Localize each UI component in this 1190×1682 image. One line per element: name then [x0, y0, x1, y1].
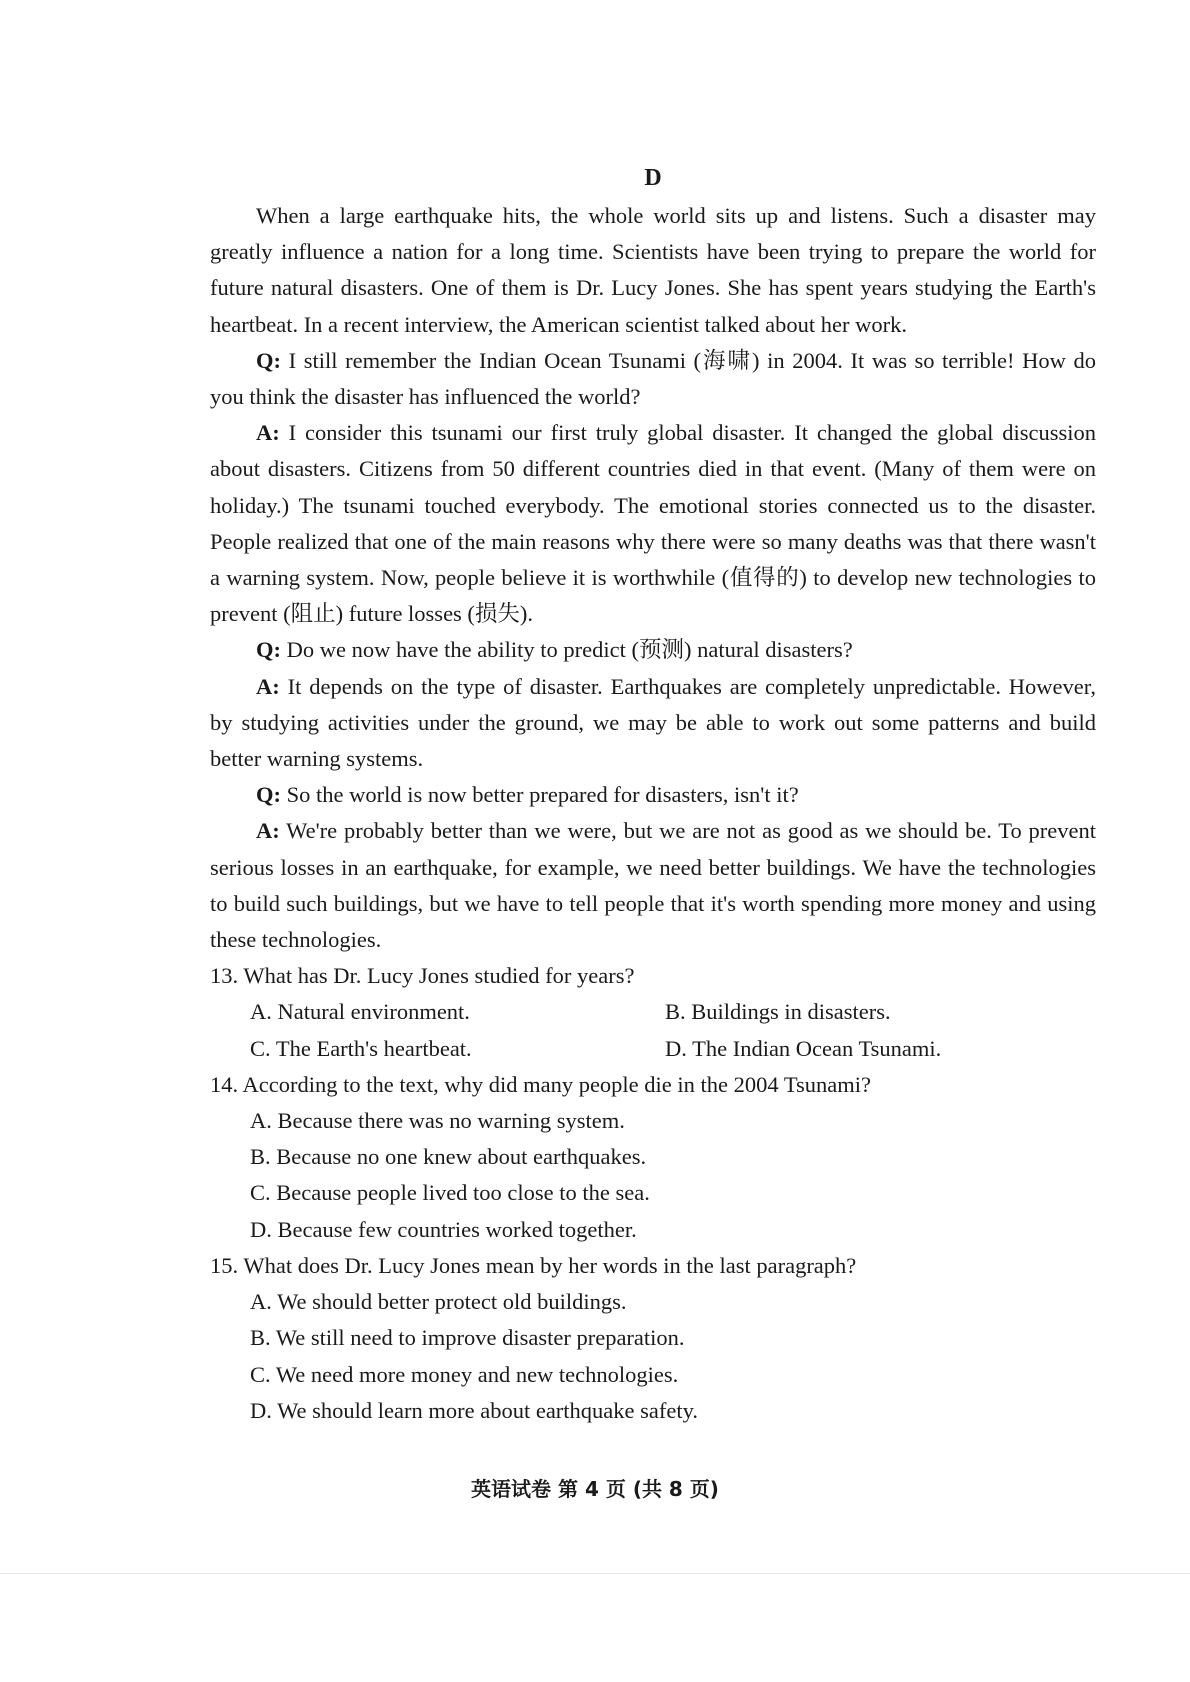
speaker-label: Q: — [256, 782, 281, 808]
option-b: B. We still need to improve disaster preparation. — [250, 1325, 685, 1351]
dialogue-paragraph — [210, 777, 1096, 813]
question-14 — [210, 1067, 1096, 1248]
page-divider — [0, 1573, 1190, 1574]
dialogue-paragraph — [210, 343, 1096, 415]
speaker-label: Q: — [256, 347, 281, 373]
section-title: D — [644, 165, 662, 191]
speaker-label: A: — [256, 818, 280, 844]
option-c: C. We need more money and new technologies. — [250, 1361, 679, 1387]
question-stem: 15. What does Dr. Lucy Jones mean by her words in the last paragraph? — [210, 1252, 857, 1278]
dialogue-paragraph — [210, 632, 1096, 668]
option-grid — [210, 994, 1096, 1066]
dialogue-text: So the world is now better prepared for disasters, isn't it? — [281, 782, 799, 808]
option-c: C. Because people lived too close to the sea. — [250, 1180, 650, 1206]
dialogue-text: I still remember the Indian Ocean Tsunami (海啸) in 2004. It was so terrible! How do you think the disaster has influenced the world? — [210, 347, 1096, 410]
speaker-label: A: — [256, 420, 280, 446]
option-b: B. Buildings in disasters. — [665, 999, 891, 1025]
option-d: D. Because few countries worked together. — [250, 1216, 637, 1242]
option-a: A. Natural environment. — [250, 999, 470, 1025]
dialogue-paragraph — [210, 415, 1096, 632]
option-d: D. The Indian Ocean Tsunami. — [665, 1035, 942, 1061]
option-c: C. The Earth's heartbeat. — [250, 1035, 472, 1061]
dialogue-text: Do we now have the ability to predict (预测) natural disasters? — [281, 637, 853, 663]
page-footer: 英语试卷 第 4 页 (共 8 页) — [471, 1477, 719, 1501]
question-13 — [210, 958, 1096, 1067]
option-d: D. We should learn more about earthquake safety. — [250, 1397, 699, 1423]
option-b: B. Because no one knew about earthquakes. — [250, 1144, 647, 1170]
intro-paragraph: When a large earthquake hits, the whole world sits up and listens. Such a disaster may greatly influence a nation for a long time. Scientists have been trying to prepare the world for future natural disasters. One of them is Dr. Lucy Jones. She has spent years studying the Earth's heartbeat. In a recent interview, the American scientist talked about her work. — [210, 203, 1096, 337]
option-a: A. Because there was no warning system. — [250, 1108, 625, 1134]
dialogue-paragraph — [210, 813, 1096, 958]
option-a: A. We should better protect old buildings. — [250, 1289, 627, 1315]
speaker-label: Q: — [256, 637, 281, 663]
question-list — [210, 958, 1096, 1429]
dialogue-text: I consider this tsunami our first truly global disaster. It changed the global discussion about disasters. Citizens from 50 different countries died in that event. (Many of them were on holiday.) The tsunami touched everybody. The emotional stories connected us to the disaster. People realized that one of the main reasons why there were so many deaths was that there wasn't a warning system. Now, people believe it is worthwhile (值得的) to develop new technologies to prevent (阻止) future losses (损失). — [210, 420, 1096, 627]
dialogue-text: We're probably better than we were, but we are not as good as we should be. To prevent serious losses in an earthquake, for example, we need better buildings. We have the technologies to build such buildings, but we have to tell people that it's worth spending more money and using these technologies. — [210, 818, 1096, 953]
speaker-label: A: — [256, 673, 280, 699]
question-15 — [210, 1248, 1096, 1429]
dialogue-text: It depends on the type of disaster. Earthquakes are completely unpredictable. However, by studying activities under the ground, we may be able to work out some patterns and build better warning systems. — [210, 673, 1096, 772]
question-stem: 13. What has Dr. Lucy Jones studied for years? — [210, 963, 635, 989]
question-stem: 14. According to the text, why did many people die in the 2004 Tsunami? — [210, 1071, 872, 1097]
dialogue-paragraph — [210, 669, 1096, 778]
exam-page — [210, 160, 1096, 1429]
